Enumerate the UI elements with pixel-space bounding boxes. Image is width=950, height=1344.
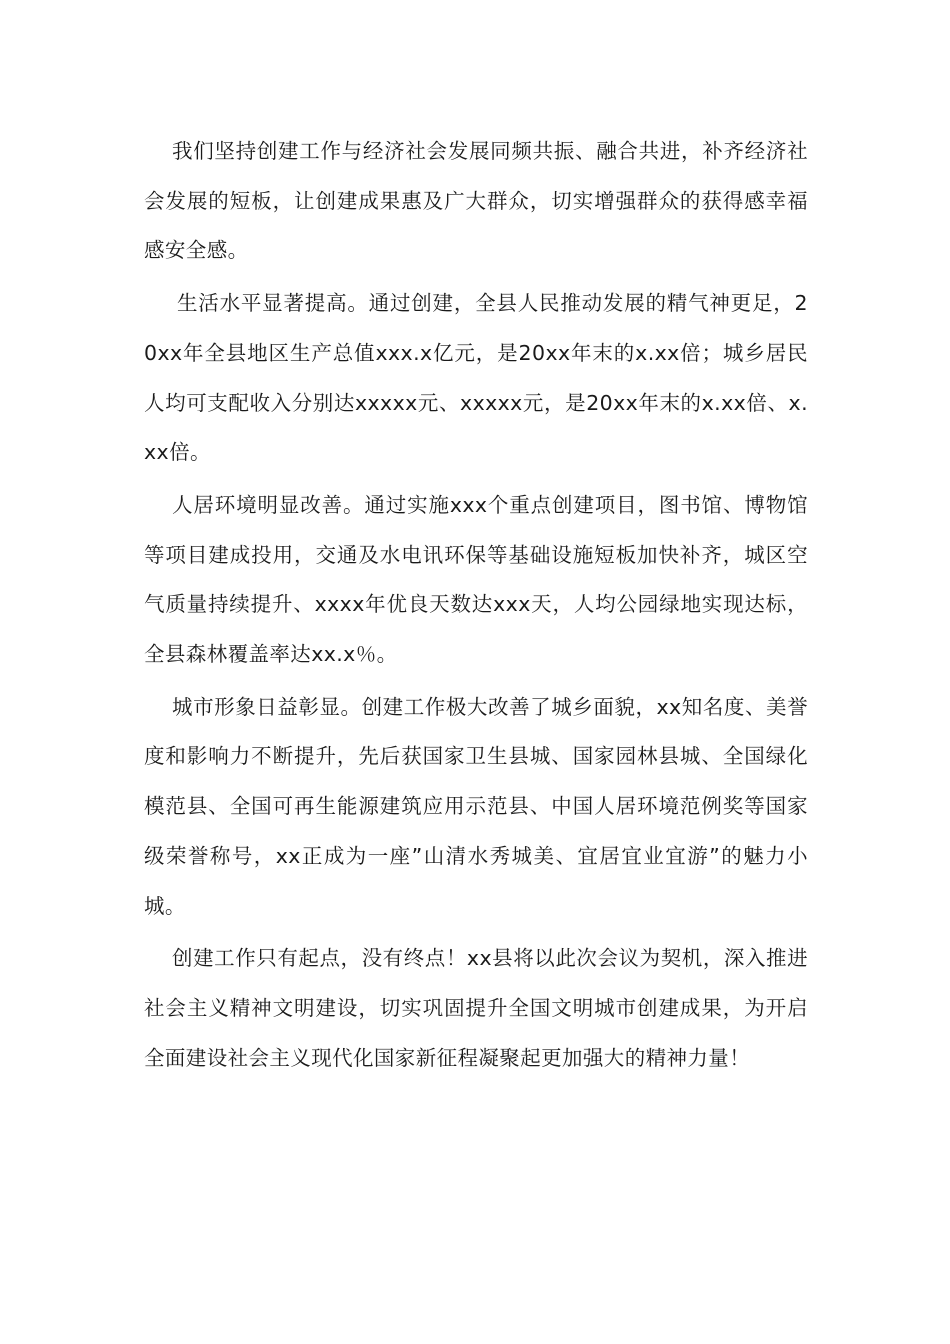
paragraph-living-standard: 生活水平显著提高。通过创建，全县人民推动发展的精气神更足，20xx年全县地区生产总值xxx.x亿元，是20xx年末的x.xx倍；城乡居民人均可支配收入分别达xxxxx元、xxxxx元，是20xx年末的x.xx倍、x.xx倍。 (144, 291, 808, 465)
paragraph-intro: 我们坚持创建工作与经济社会发展同频共振、融合共进，补齐经济社会发展的短板，让创建成果惠及广大群众，切实增强群众的获得感幸福感安全感。 (144, 139, 808, 263)
paragraph-city-image: 城市形象日益彰显。创建工作极大改善了城乡面貌，xx知名度、美誉度和影响力不断提升，先后获国家卫生县城、国家园林县城、全国绿化模范县、全国可再生能源建筑应用示范县、中国人居环境范例奖等国家级荣誉称号，xx正成为一座”山清水秀城美、宜居宜业宜游”的魅力小城。 (144, 694, 808, 918)
paragraph-conclusion: 创建工作只有起点，没有终点！xx县将以此次会议为契机，深入推进社会主义精神文明建设，切实巩固提升全国文明城市创建成果，为开启全面建设社会主义现代化国家新征程凝聚起更加强大的精神力量！ (144, 946, 808, 1070)
paragraph-environment: 人居环境明显改善。通过实施xxx个重点创建项目，图书馆、博物馆等项目建成投用，交通及水电讯环保等基础设施短板加快补齐，城区空气质量持续提升、xxxx年优良天数达xxx天，人均公园绿地实现达标，全县森林覆盖率达xx.x％。 (144, 492, 808, 667)
document-page (144, 127, 808, 1086)
